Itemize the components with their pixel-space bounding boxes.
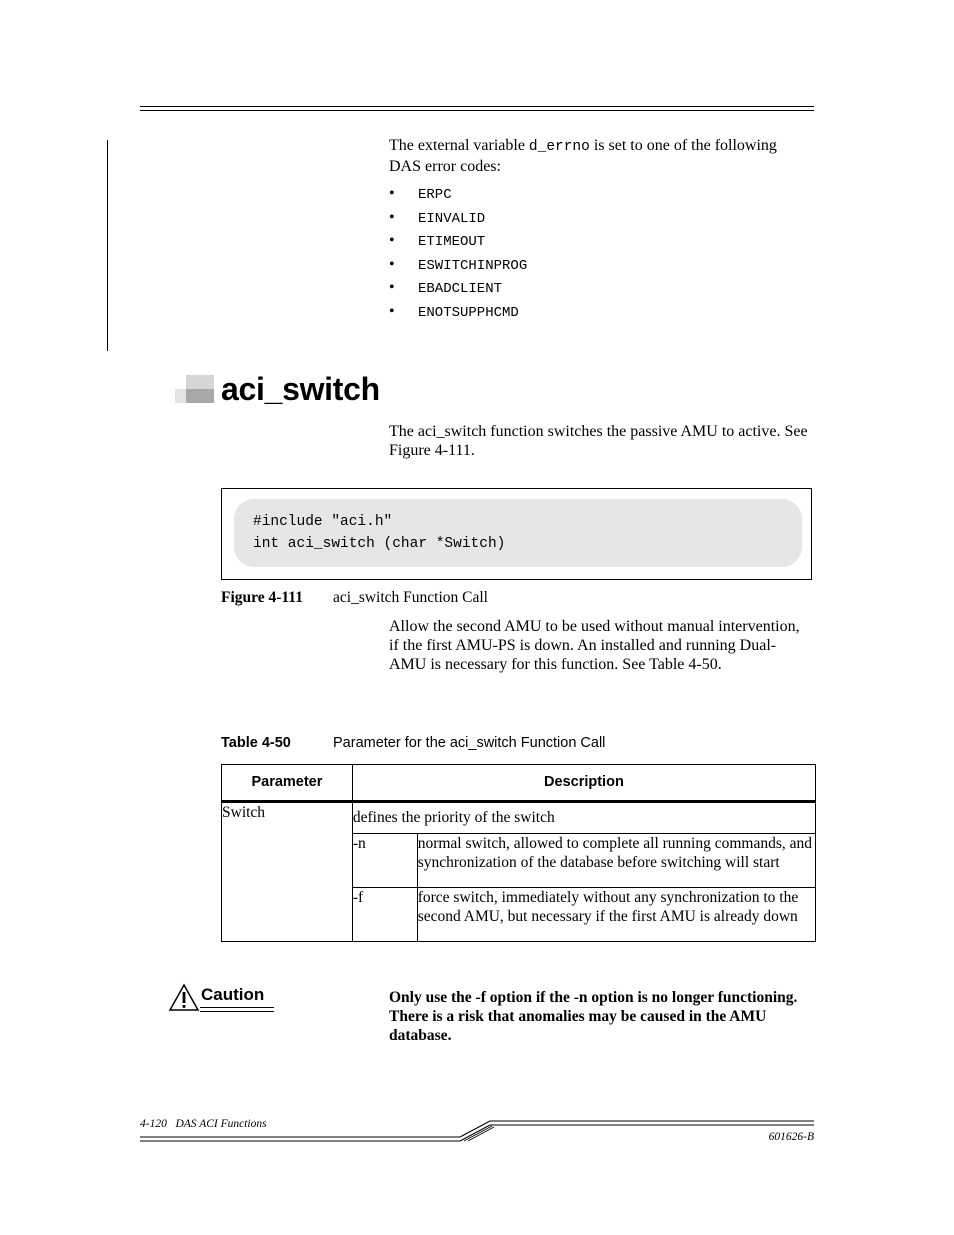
bullet-icon: • [389, 279, 395, 296]
figure-caption: aci_switch Function Call [333, 589, 488, 606]
option-text-cell: normal switch, allowed to complete all running commands, and synchronization of the database before switching will start [417, 834, 815, 888]
code-figure [221, 488, 812, 580]
intro-text-before: The external variable [389, 137, 529, 154]
section-description: The aci_switch function switches the passive AMU to active. See Figure 4-111. [389, 423, 808, 459]
header-parameter: Parameter [222, 765, 353, 802]
option-text-cell: force switch, immediately without any synchronization to the second AMU, but necessary if the first AMU is already down [417, 888, 815, 942]
option-flag-cell: -f [352, 888, 417, 942]
section-title: aci_switch [221, 371, 380, 407]
list-item: • EBADCLIENT [389, 279, 503, 297]
footer-doc-number: 601626-B [768, 1131, 814, 1143]
param-name-cell: Switch [222, 802, 353, 942]
table-row [222, 802, 816, 834]
caution-rule-top [200, 1007, 274, 1008]
error-code-list [389, 186, 689, 327]
table-caption: Parameter for the aci_switch Function Call [333, 735, 606, 751]
list-item: • ESWITCHINPROG [389, 255, 528, 274]
list-item: • ERPC [389, 185, 452, 203]
heading-decor-dark [186, 389, 214, 403]
code-block [234, 499, 802, 567]
header-rule-top [140, 106, 814, 107]
figure-number: Figure 4-111 [221, 589, 303, 606]
header-rule-bottom [140, 110, 814, 111]
header-description: Description [352, 765, 815, 802]
list-item: • ETIMEOUT [389, 232, 486, 250]
heading-decor-mid [186, 375, 214, 389]
caution-text: Only use the -f option if the -n option is no longer functioning. There is a risk that anomalies may be caused in the AMU database. [389, 989, 798, 1044]
body-paragraph: Allow the second AMU to be used without manual intervention, if the first AMU-PS is down. An installed and running Dual-AMU is necessary for this function. See Table 4-50. [389, 618, 800, 673]
bullet-icon: • [389, 255, 395, 273]
parameter-table [221, 764, 816, 942]
bullet-icon: • [389, 302, 395, 320]
warning-triangle-icon [168, 983, 200, 1012]
table-number: Table 4-50 [221, 735, 291, 751]
table-header-row [222, 765, 816, 802]
bullet-icon: • [389, 185, 395, 202]
param-summary-cell: defines the priority of the switch [352, 802, 815, 834]
intro-variable: d_errno [528, 139, 590, 155]
footer-page-ref: 4-120 DAS ACI Functions [140, 1118, 267, 1130]
intro-paragraph [389, 136, 809, 176]
code-line-include: #include "aci.h" [253, 514, 393, 530]
code-line-signature: int aci_switch (char *Switch) [253, 536, 506, 552]
bullet-icon: • [389, 232, 395, 249]
intro-text-after: is set to one of the following DAS error codes: [389, 137, 777, 175]
list-item: • EINVALID [389, 208, 486, 227]
bullet-icon: • [389, 208, 395, 226]
option-flag-cell: -n [352, 834, 417, 888]
caution-rule-bottom [200, 1011, 274, 1012]
caution-label: Caution [201, 985, 265, 1004]
change-bar [107, 140, 108, 351]
list-item: • ENOTSUPPHCMD [389, 302, 519, 321]
